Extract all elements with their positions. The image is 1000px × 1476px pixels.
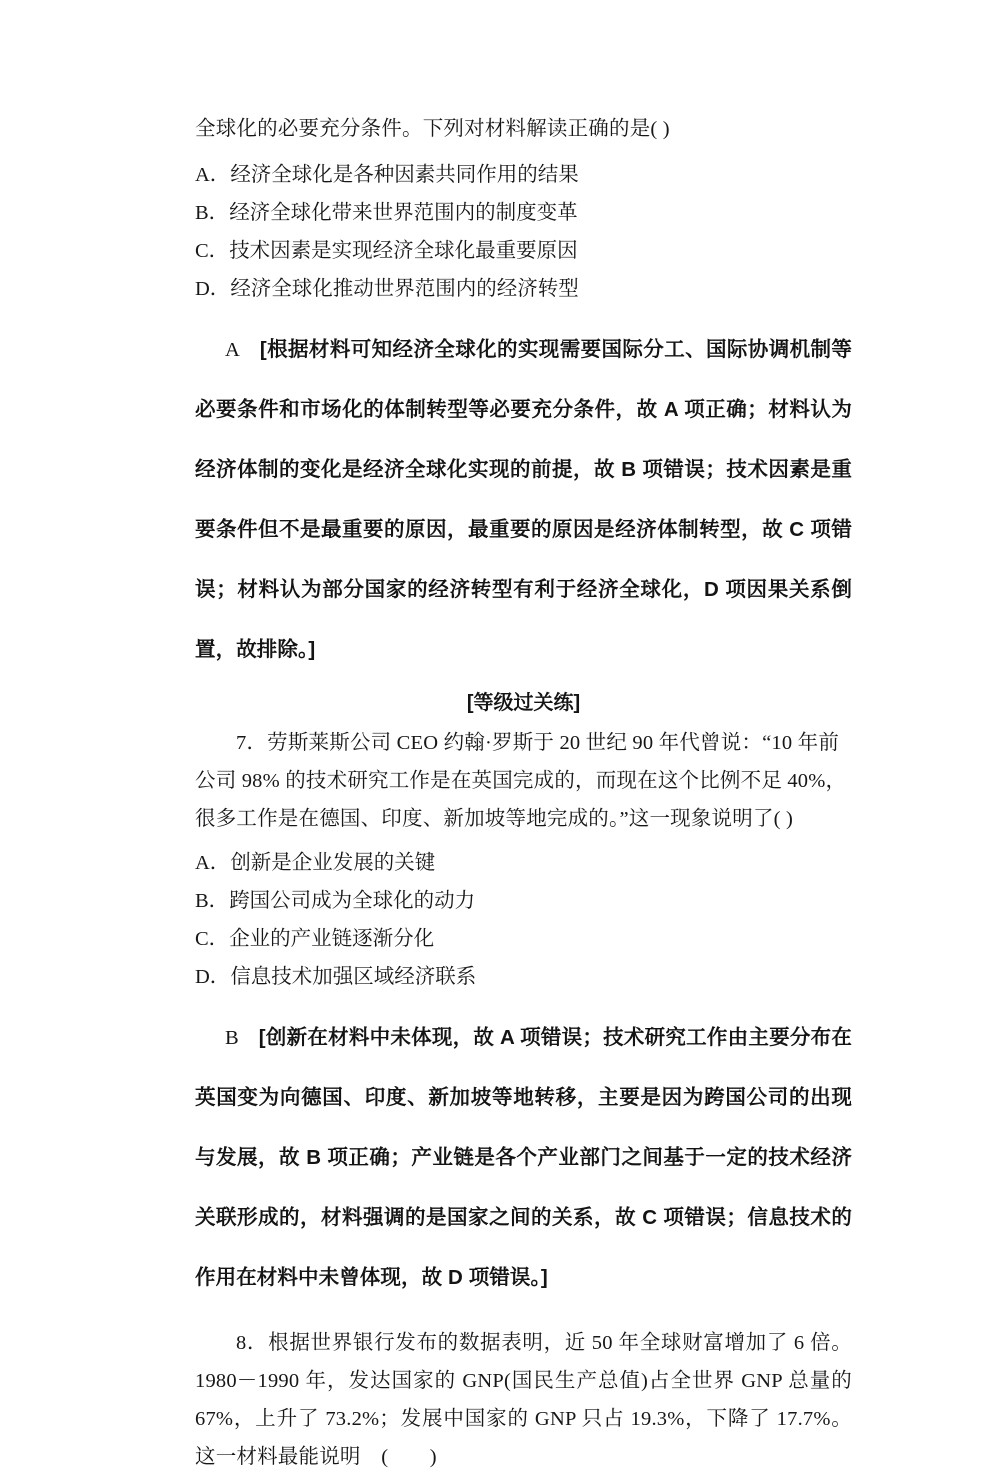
option-text: 经济全球化带来世界范围内的制度变革 xyxy=(229,202,578,224)
section-header: [等级过关练] xyxy=(466,692,581,714)
option-letter: D． xyxy=(195,278,231,300)
question6-option-c[interactable] xyxy=(195,232,852,270)
option-letter: C． xyxy=(195,928,230,950)
text-column xyxy=(195,0,852,1476)
option-letter: B． xyxy=(195,890,230,912)
option-letter: C． xyxy=(195,240,230,262)
question6-explanation-block xyxy=(195,320,852,680)
option-letter: D． xyxy=(195,966,231,988)
question8-stem xyxy=(195,1324,852,1476)
option-text: 创新是企业发展的关键 xyxy=(230,852,436,874)
question7-explanation-block xyxy=(195,1008,852,1308)
question6-option-a[interactable] xyxy=(195,156,852,194)
question6-answer-letter: A xyxy=(225,339,240,361)
question7-option-c[interactable] xyxy=(195,920,852,958)
option-text: 企业的产业链逐渐分化 xyxy=(229,928,435,950)
option-text: 经济全球化是各种因素共同作用的结果 xyxy=(230,164,579,186)
question7-stem xyxy=(195,724,852,838)
option-letter: A． xyxy=(195,852,231,874)
question6-stem-continued: 全球化的必要充分条件。下列对材料解读正确的是( ) xyxy=(195,118,670,140)
option-text: 跨国公司成为全球化的动力 xyxy=(229,890,476,912)
question6-option-d[interactable] xyxy=(195,270,852,308)
question6-option-b[interactable] xyxy=(195,194,852,232)
option-text: 经济全球化推动世界范围内的经济转型 xyxy=(230,278,579,300)
question7-option-a[interactable] xyxy=(195,844,852,882)
question7-explanation-text: [创新在材料中未体现，故 A 项错误；技术研究工作由主要分布在英国变为向德国、印度、新加坡等地转移，主要是因为跨国公司的出现与发展，故 B 项正确；产业链是各个产业部门之间基于一定的技术经济关联形成的，材料强调的是国家之间的关系，故 C 项错误；信息技术的作用在材料中未曾体现，故 D 项错误。] xyxy=(195,1026,852,1289)
option-text: 信息技术加强区域经济联系 xyxy=(230,966,477,988)
question8-stem-text: 根据世界银行发布的数据表明，近 50 年全球财富增加了 6 倍。1980－1990 年，发达国家的 GNP(国民生产总值)占全世界 GNP 总量的 67%，上升了 73.2%；发展中国家的 GNP 只占 19.3%，下降了 17.7%。这一材料最能说明 ( ) xyxy=(195,1332,852,1468)
question8-number: 8． xyxy=(236,1332,269,1354)
option-text: 技术因素是实现经济全球化最重要原因 xyxy=(229,240,578,262)
question7-option-b[interactable] xyxy=(195,882,852,920)
option-letter: A． xyxy=(195,164,231,186)
question7-answer-letter: B xyxy=(225,1027,239,1049)
question7-stem-text: 劳斯莱斯公司 CEO 约翰·罗斯于 20 世纪 90 年代曾说：“10 年前公司 98% 的技术研究工作是在英国完成的，而现在这个比例不足 40%，很多工作是在德国、印度、新加坡等地完成的。”这一现象说明了( ) xyxy=(195,732,847,830)
question6-explanation-text: [根据材料可知经济全球化的实现需要国际分工、国际协调机制等必要条件和市场化的体制转型等必要充分条件，故 A 项正确；材料认为经济体制的变化是经济全球化实现的前提，故 B 项错误；技术因素是重要条件但不是最重要的原因，最重要的原因是经济体制转型，故 C 项错误；材料认为部分国家的经济转型有利于经济全球化，D 项因果关系倒置，故排除。] xyxy=(195,338,852,661)
question7-option-d[interactable] xyxy=(195,958,852,996)
question7-number: 7． xyxy=(236,732,268,754)
option-letter: B． xyxy=(195,202,230,224)
